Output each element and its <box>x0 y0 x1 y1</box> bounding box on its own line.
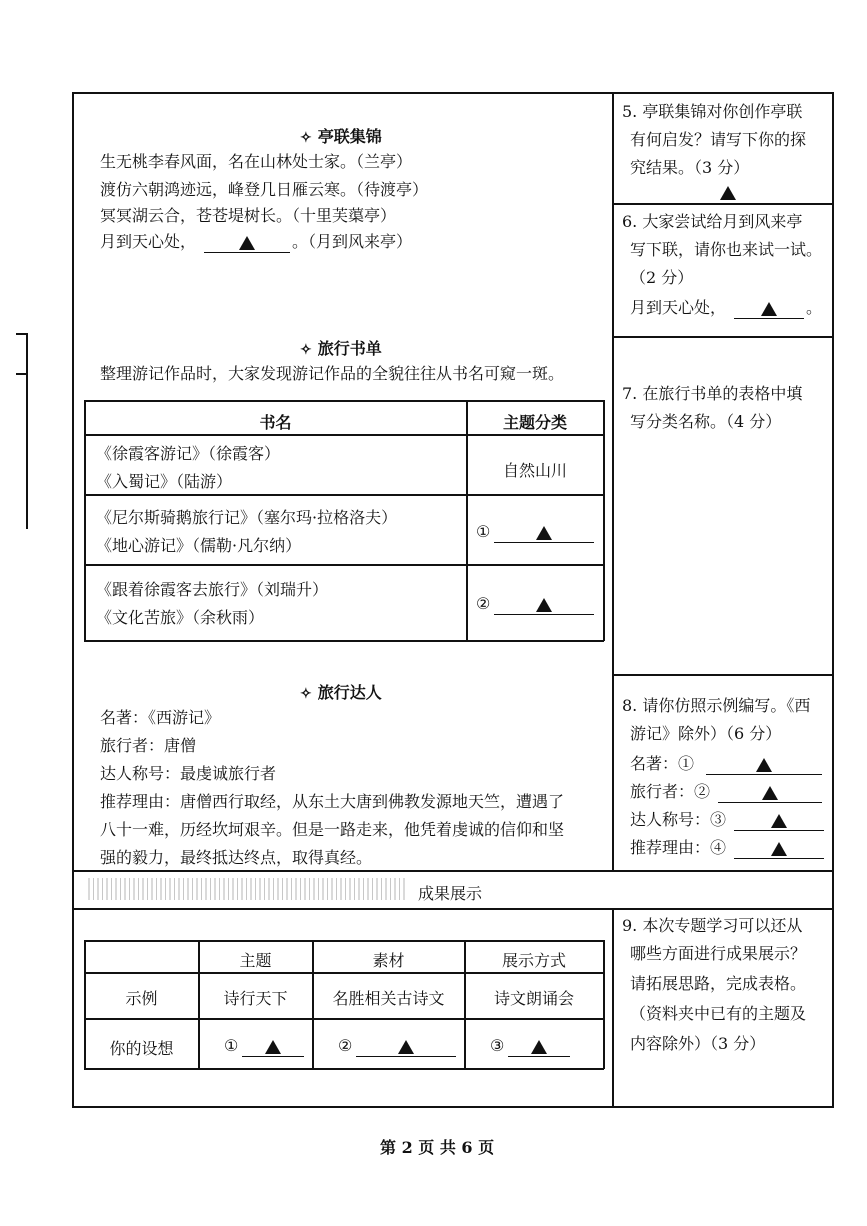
restable-header-theme: 主题 <box>239 951 272 970</box>
restable-header-material: 素材 <box>372 951 405 970</box>
q8-masterpiece-blank[interactable] <box>706 754 822 775</box>
q6-answer-blank[interactable] <box>734 298 804 319</box>
margin-bracket-tick-top <box>16 333 28 335</box>
restable-display-blank[interactable] <box>508 1036 570 1057</box>
triangle-icon <box>762 786 778 800</box>
restable-header-bottom <box>84 972 604 974</box>
book-row3-line1: 《跟着徐霞客去旅行》（刘瑞升） <box>96 580 329 599</box>
couplet-line-2: 渡仿六朝鸿迹远，峰登几日雁云寒。（待渡亭） <box>100 180 429 199</box>
q6-line4: 月到天心处， <box>630 298 727 317</box>
restable-yours-marker3: ③ <box>490 1036 505 1055</box>
scan-noise <box>88 878 408 900</box>
couplet-line-4: 月到天心处， <box>100 232 197 251</box>
restable-yours-marker2: ② <box>338 1036 353 1055</box>
couplet-line-4-suffix: 。（月到风来亭） <box>292 232 413 251</box>
triangle-icon <box>761 302 777 316</box>
book-row1-category: 自然山川 <box>502 461 567 480</box>
diamond-icon: ✧ <box>300 342 312 358</box>
triangle-icon <box>398 1040 414 1054</box>
page-footer: 第 2 页 共 6 页 <box>380 1138 495 1157</box>
frame-left <box>72 92 74 1108</box>
restable-theme-blank[interactable] <box>242 1036 304 1057</box>
book-row3-marker: ② <box>476 594 491 613</box>
q5-line3: 究结果。（3 分） <box>630 158 750 177</box>
q8-field-traveler: 旅行者：② <box>630 782 711 801</box>
restable-example-display: 诗文朗诵会 <box>493 989 574 1008</box>
results-banner: 成果展示 <box>418 884 483 903</box>
book-row2-answer-blank[interactable] <box>494 522 594 543</box>
q8-field-title: 达人称号：③ <box>630 810 727 829</box>
q9-line2: 哪些方面进行成果展示？ <box>630 944 807 963</box>
expert-reason-line3: 强的毅力，最终抵达终点，取得真经。 <box>100 848 373 867</box>
restable-col4 <box>603 940 605 1069</box>
q9-line5: 内容除外）（3 分） <box>630 1034 766 1053</box>
expert-masterpiece: 名著：《西游记》 <box>100 708 221 727</box>
frame-right <box>832 92 834 1108</box>
column-divider-upper <box>612 92 614 871</box>
restable-header-display: 展示方式 <box>501 951 566 970</box>
q6-suffix: 。 <box>806 298 823 317</box>
triangle-icon <box>756 758 772 772</box>
triangle-icon <box>720 186 736 200</box>
frame-top <box>72 92 834 94</box>
q8-traveler-blank[interactable] <box>718 782 822 803</box>
q8-field-reason: 推荐理由：④ <box>630 838 727 857</box>
triangle-icon <box>531 1040 547 1054</box>
triangle-icon <box>239 236 255 250</box>
book-row1-line2: 《入蜀记》（陆游） <box>96 472 233 491</box>
margin-bracket <box>26 333 28 529</box>
margin-bracket-tick-mid <box>16 373 28 375</box>
expert-traveler: 旅行者：唐僧 <box>100 736 197 755</box>
book-row2-marker: ① <box>476 522 491 541</box>
triangle-icon <box>536 598 552 612</box>
booktable-header-bottom <box>84 434 604 436</box>
restable-yours-label: 你的设想 <box>109 1039 174 1058</box>
q7-separator <box>614 674 832 676</box>
expert-reason-line2: 八十一难，历经坎坷艰辛。但是一路走来，他凭着虔诚的信仰和坚 <box>100 820 565 839</box>
expert-heading: ✧ 旅行达人 <box>300 683 382 702</box>
booktable-header-category: 主题分类 <box>502 413 567 432</box>
restable-example-theme: 诗行天下 <box>223 989 288 1008</box>
triangle-icon <box>536 526 552 540</box>
booktable-top <box>84 400 604 402</box>
q9-line3: 请拓展思路，完成表格。 <box>630 974 807 993</box>
booktable-row2-bottom <box>84 564 604 566</box>
q8-field-masterpiece: 名著：① <box>630 754 695 773</box>
booktable-header-books: 书名 <box>259 413 292 432</box>
booktable-right <box>603 400 605 641</box>
q5-line2: 有何启发？请写下你的探 <box>630 130 807 149</box>
expert-reason-line1: 推荐理由：唐僧西行取经，从东土大唐到佛教发源地天竺，遭遇了 <box>100 792 565 811</box>
q8-line2: 游记》除外）（6 分） <box>630 724 782 743</box>
book-row2-line1: 《尼尔斯骑鹅旅行记》（塞尔玛·拉格洛夫） <box>96 508 398 527</box>
pavilion-heading: ✧ 亭联集锦 <box>300 127 382 146</box>
restable-example-label: 示例 <box>125 989 158 1008</box>
restable-material-blank[interactable] <box>356 1036 456 1057</box>
booktable-divider <box>466 400 468 641</box>
couplet-line-1: 生无桃李春风面，名在山林处士家。（兰亭） <box>100 152 413 171</box>
booklist-heading: ✧ 旅行书单 <box>300 339 382 358</box>
book-row2-line2: 《地心游记》（儒勒·凡尔纳） <box>96 536 302 555</box>
booklist-intro: 整理游记作品时，大家发现游记作品的全貌往往从书名可窥一斑。 <box>100 364 565 383</box>
q5-line1: 5. 亭联集锦对你创作亭联 <box>622 102 803 121</box>
q8-reason-blank[interactable] <box>734 838 824 859</box>
couplet-answer-blank[interactable] <box>204 232 290 253</box>
diamond-icon: ✧ <box>300 130 312 146</box>
q6-separator <box>614 336 832 338</box>
q7-line1: 7. 在旅行书单的表格中填 <box>622 384 803 403</box>
q6-line1: 6. 大家尝试给月到风来亭 <box>622 212 803 231</box>
banner-top-line <box>72 870 834 872</box>
book-row3-line2: 《文化苦旅》（余秋雨） <box>96 608 265 627</box>
book-row3-answer-blank[interactable] <box>494 594 594 615</box>
restable-yours-marker1: ① <box>224 1036 239 1055</box>
restable-bottom <box>84 1068 604 1070</box>
triangle-icon <box>771 814 787 828</box>
q6-line2: 写下联，请你也来试一试。 <box>630 240 823 259</box>
q8-line1: 8. 请你仿照示例编写。《西 <box>622 696 811 715</box>
banner-bottom-line <box>72 908 834 910</box>
expert-title: 达人称号：最虔诚旅行者 <box>100 764 277 783</box>
q9-line4: （资料夹中已有的主题及 <box>630 1004 807 1023</box>
q5-separator <box>614 203 832 205</box>
booktable-bottom <box>84 640 604 642</box>
q7-line2: 写分类名称。（4 分） <box>630 412 782 431</box>
restable-example-material: 名胜相关古诗文 <box>332 989 445 1008</box>
triangle-icon <box>265 1040 281 1054</box>
q8-title-blank[interactable] <box>734 810 824 831</box>
column-divider-lower <box>612 909 614 1108</box>
q9-line1: 9. 本次专题学习可以还从 <box>622 916 803 935</box>
frame-bottom <box>72 1106 834 1108</box>
restable-top <box>84 940 604 942</box>
q6-line3: （2 分） <box>630 268 694 287</box>
book-row1-line1: 《徐霞客游记》（徐霞客） <box>96 444 281 463</box>
booktable-row1-bottom <box>84 494 604 496</box>
triangle-icon <box>771 842 787 856</box>
booktable-left <box>84 400 86 641</box>
diamond-icon: ✧ <box>300 686 312 702</box>
restable-row1-bottom <box>84 1018 604 1020</box>
q5-answer-blank[interactable] <box>630 182 826 202</box>
couplet-line-3: 冥冥湖云合，苍苍堤树长。（十里芙蕖亭） <box>100 206 397 225</box>
